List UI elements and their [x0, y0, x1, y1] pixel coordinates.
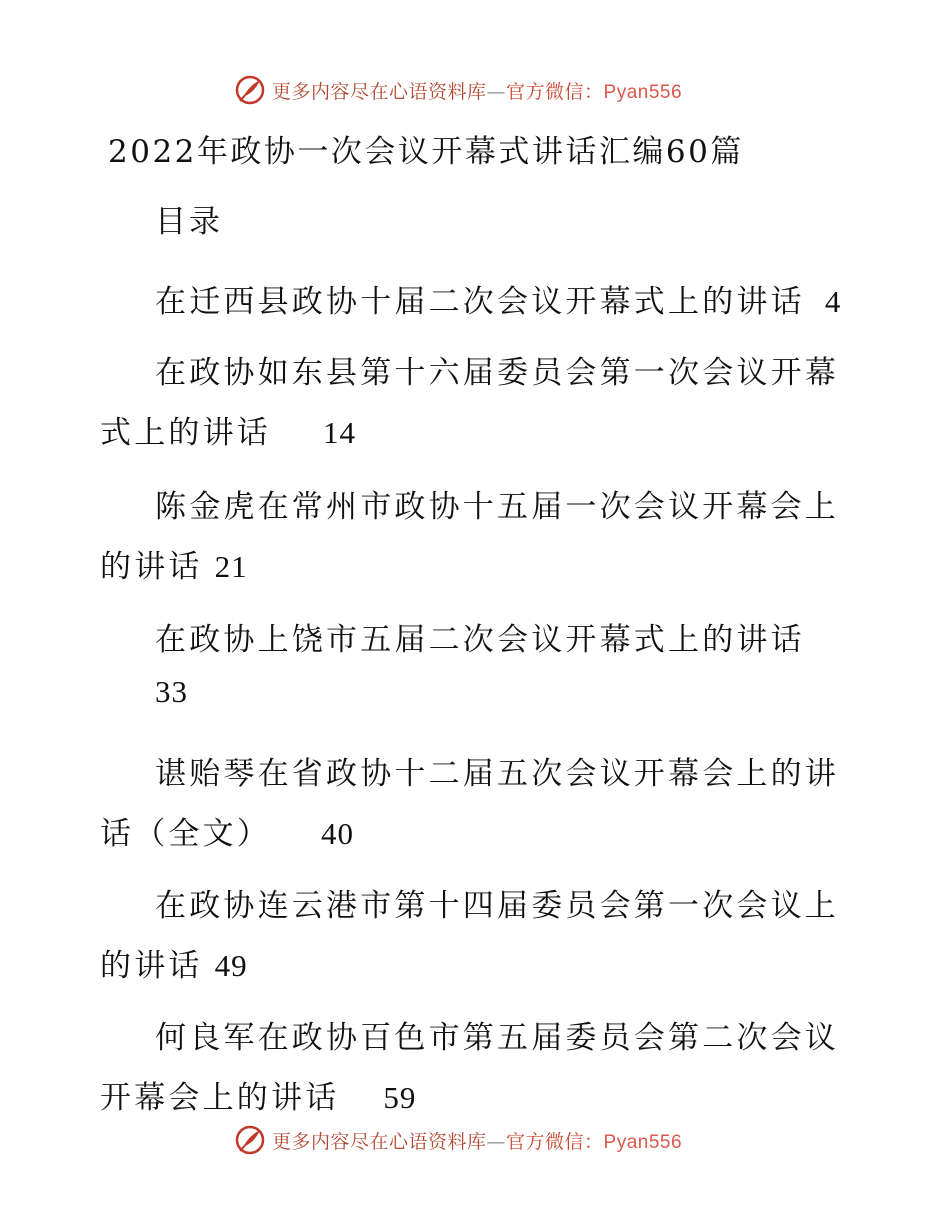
toc-item-title: 在政协上饶市五届二次会议开幕式上的讲话 — [155, 622, 805, 658]
watermark-account: Pyan556 — [603, 81, 683, 103]
toc-item-title: 在迁西县政协十届二次会议开幕式上的讲话 — [155, 284, 805, 320]
toc-item-page: 14 — [323, 415, 356, 450]
toc-item-2-continued — [100, 407, 356, 452]
toc-item-title-cont: 式上的讲话 — [100, 415, 271, 451]
toc-item-2 — [155, 347, 839, 392]
toc-item-title: 在政协如东县第十六届委员会第一次会议开幕 — [155, 355, 839, 391]
toc-item-page: 40 — [321, 816, 354, 851]
toc-item-5-continued — [100, 808, 354, 853]
toc-item-page: 21 — [214, 549, 248, 584]
toc-item-title-cont: 的讲话 — [100, 549, 203, 585]
toc-heading: 目录 — [155, 204, 223, 240]
toc-item-4 — [155, 614, 805, 659]
toc-item-page: 33 — [155, 674, 188, 709]
toc-item-title-cont: 话（全文） — [100, 816, 271, 852]
toc-item-title: 在政协连云港市第十四届委员会第一次会议上 — [155, 888, 839, 924]
watermark-separator: — — [486, 1130, 507, 1153]
toc-item-7 — [155, 1012, 839, 1057]
toc-item-3-continued — [100, 541, 248, 586]
toc-item-page: 59 — [383, 1080, 417, 1115]
toc-item-title: 谌贻琴在省政协十二届五次会议开幕会上的讲 — [155, 756, 839, 792]
feather-logo-icon — [234, 1124, 266, 1156]
toc-item-1 — [155, 276, 841, 321]
toc-item-6-continued — [100, 940, 248, 985]
watermark-official-label: 官方微信： — [506, 80, 604, 103]
watermark-site-text: 更多内容尽在心语资料库 — [272, 80, 487, 103]
toc-item-6 — [155, 880, 839, 925]
toc-item-page: 49 — [214, 948, 248, 983]
toc-item-title-cont: 的讲话 — [100, 948, 203, 984]
header-watermark — [234, 70, 682, 110]
watermark-account: Pyan556 — [603, 1131, 683, 1153]
toc-item-title: 陈金虎在常州市政协十五届一次会议开幕会上 — [155, 489, 839, 525]
toc-item-title-cont: 开幕会上的讲话 — [100, 1080, 340, 1116]
toc-item-page: 4 — [824, 284, 842, 319]
toc-item-7-continued — [100, 1072, 416, 1117]
toc-item-title: 何良军在政协百色市第五届委员会第二次会议 — [155, 1020, 839, 1056]
feather-logo-icon — [234, 74, 266, 106]
toc-item-3 — [155, 481, 839, 526]
footer-watermark — [234, 1120, 682, 1160]
watermark-official-label: 官方微信： — [506, 1130, 604, 1153]
document-title: 2022年政协一次会议开幕式讲话汇编60篇 — [108, 134, 744, 170]
watermark-site-text: 更多内容尽在心语资料库 — [272, 1130, 487, 1153]
toc-item-5 — [155, 748, 839, 793]
watermark-separator: — — [486, 80, 507, 103]
toc-item-4-page-line — [155, 674, 188, 710]
